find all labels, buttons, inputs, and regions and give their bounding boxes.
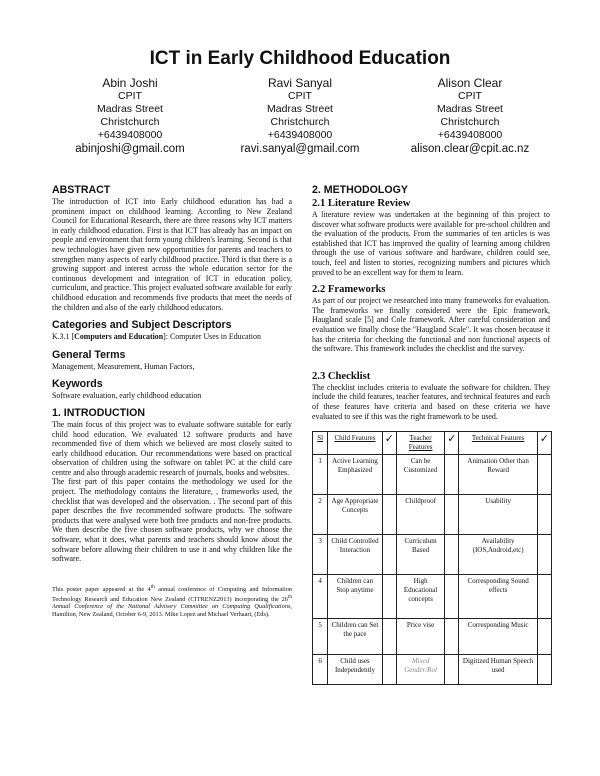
author-street: Madras Street	[437, 103, 503, 115]
author-name: Ravi Sanyal	[267, 76, 333, 90]
author-phone: +6439408000	[437, 129, 503, 141]
table-cell: Children can Stop anytime	[328, 575, 382, 619]
author-block-3	[385, 76, 555, 156]
checklist-text: The checklist includes criteria to evaluate the software for children. They include the child features, teacher features, and technical features and each of these features have criteria and based on these criteria we have evaluated to see if this was the right framework to be used.	[312, 382, 550, 421]
table-cell: Child Controlled Interaction	[328, 535, 382, 575]
table-cell: Corresponding Sound effects	[459, 575, 537, 619]
abstract-heading: ABSTRACT	[52, 184, 111, 196]
checklist-table	[312, 431, 552, 685]
table-cell: 5	[313, 619, 328, 655]
table-cell: Active Learning Emphasized	[328, 455, 382, 495]
table-cell: Usability	[459, 495, 537, 535]
table-cell: Animation Other than Reward	[459, 455, 537, 495]
author-block-1	[45, 76, 215, 156]
table-cell	[445, 655, 459, 685]
table-cell	[382, 575, 396, 619]
methodology-heading: 2. METHODOLOGY	[312, 184, 408, 196]
table-cell	[537, 455, 551, 495]
author-email[interactable]: abinjoshi@gmail.com	[75, 143, 185, 155]
checkmark-icon: ✓	[382, 432, 396, 455]
footnote-part: , Hamilton, New Zealand, October 6-9, 2013. Mike Lopez and Michael Verhaart, (Eds).	[52, 603, 292, 618]
table-cell: 3	[313, 535, 328, 575]
author-street: Madras Street	[267, 103, 333, 115]
table-cell	[382, 619, 396, 655]
author-name: Alison Clear	[437, 76, 503, 90]
author-org: CPIT	[118, 90, 142, 102]
left-column	[52, 184, 292, 618]
table-cell: High Educational concepts	[396, 575, 444, 619]
table-cell	[445, 455, 459, 495]
author-city: Christchurch	[270, 116, 330, 128]
abstract-text: The introduction of ICT into Early childhood education has had a prominent impact on childhood learning. According to New Zealand Council for Educational Research, there are three reasons why ICT matters in early childhood education. First is that ICT has already has an impact on people and environment that form young children's learning. Second is that new technologies have given new opportunities for parents and teachers to strengthen many aspects of early childhood practice. Third is that there is a growing support and interest across the whole education sector for the continuous development and integration of ICT in education policy, curriculum, and practice. This project evaluated software available for early childhood education and recommends five products that meet the needs of the children and also of the early childhood educators.	[52, 197, 292, 312]
introduction-text: The main focus of this project was to evaluate software suitable for early child hood education. We evaluated 12 software products and have recommended five of them which we believed are most closely suited to early childhood education. Our recommendations were based on practical observation of children using the software on tablet PC at the child care centre and also through academic research of journals, books and websites.	[52, 419, 292, 477]
author-phone: +6439408000	[267, 129, 333, 141]
introduction-heading: 1. INTRODUCTION	[52, 406, 145, 419]
table-cell: 6	[313, 655, 328, 685]
table-cell: Childproof	[396, 495, 444, 535]
general-terms-heading: General Terms	[52, 348, 126, 361]
general-terms-text: Management, Measurement, Human Factors,	[52, 361, 195, 371]
categories-heading: Categories and Subject Descriptors	[52, 319, 232, 332]
table-header: Sl	[313, 432, 328, 455]
checklist-heading: 2.3 Checklist	[312, 370, 371, 382]
frameworks-heading: 2.2 Frameworks	[312, 284, 386, 296]
table-cell: 4	[313, 575, 328, 619]
table-cell: Digitized Human Speech used	[459, 655, 537, 685]
categories-rest: ]: Computer Uses in Education	[163, 332, 261, 342]
table-row	[313, 455, 552, 495]
table-header-row	[313, 432, 552, 455]
table-cell: Availability (IOS,Android,etc)	[459, 535, 537, 575]
table-cell	[382, 655, 396, 685]
table-cell: Children can Set the pace	[328, 619, 382, 655]
table-cell	[445, 535, 459, 575]
table-cell	[537, 655, 551, 685]
literature-review-text: A literature review was undertaken at the beginning of this project to discover what software products were available for pre-school children and the evaluation of the products. From the summaries of ten articles is was established that ICT has improved the quality of learning among children through the use of various software and hardware, children could see, touch, feel and listen to stories, recognizing numbers and pictures which proved to be an excellent way for them to learn.	[312, 210, 550, 277]
table-header: Child Features	[328, 432, 382, 455]
table-cell	[445, 619, 459, 655]
author-street: Madras Street	[97, 103, 163, 115]
table-row	[313, 495, 552, 535]
author-email[interactable]: ravi.sanyal@gmail.com	[240, 143, 360, 155]
categories-text	[52, 332, 292, 342]
table-row	[313, 535, 552, 575]
author-org: CPIT	[458, 90, 482, 102]
author-email[interactable]: alison.clear@cpit.ac.nz	[410, 143, 530, 155]
table-cell: Child uses Independently	[328, 655, 382, 685]
footnote-sup: th	[287, 593, 292, 600]
table-cell	[537, 495, 551, 535]
categories-code: K.3.1 [	[52, 332, 75, 342]
right-column	[312, 184, 550, 685]
table-cell: Can be Customized	[396, 455, 444, 495]
categories-bold: Computers and Education	[74, 332, 164, 342]
table-row	[313, 619, 552, 655]
literature-review-heading: 2.1 Literature Review	[312, 198, 411, 209]
table-cell: Corresponding Music	[459, 619, 537, 655]
checkmark-icon: ✓	[445, 432, 459, 455]
footnote	[52, 584, 292, 619]
introduction-text-2: The first part of this paper contains the methodology we used for the project. The methodology contains the literature, , frameworks used, the checklist that was developed and the observation. . The second part of this paper describes the five recommended software products. The software products that were analysed were both free products and non-free products. We then describe the five chosen software products, why we choose the software, what it does, what parents and teachers should know about the software before allowing their children to use it and why children like the software.	[52, 477, 292, 564]
table-cell	[382, 455, 396, 495]
table-cell	[537, 575, 551, 619]
author-city: Christchurch	[100, 116, 160, 128]
author-name: Abin Joshi	[102, 76, 158, 90]
table-cell	[445, 575, 459, 619]
checkmark-icon: ✓	[537, 432, 551, 455]
frameworks-text: As part of our project we researched into many frameworks for evaluation. The frameworks we finally considered were the Epic framework, Haugland scale [5] and Cole framework. After careful consideration and evaluation we finally chose the "Haugland Scale". It was chosen because it has the criteria for checking the functional and non functional aspects of the software. This framework includes the checklist and the survey.	[312, 296, 550, 354]
footnote-part: This poster paper appeared at the 4	[52, 585, 151, 593]
author-block-2	[215, 76, 385, 156]
author-org: CPIT	[288, 90, 312, 102]
keywords-heading: Keywords	[52, 378, 103, 391]
table-cell: 2	[313, 495, 328, 535]
table-row	[313, 655, 552, 685]
table-cell: Price vise	[396, 619, 444, 655]
footnote-italic: Annual Conference of the National Advisory Committee on Computing Qualifications	[52, 603, 291, 611]
table-cell	[382, 535, 396, 575]
table-cell	[445, 495, 459, 535]
table-cell: Mixed Gender/Rol	[396, 655, 444, 685]
footnote-part: annual conference of Computing and Information Technology Research and Education New Zealand (CITRENZ2013) incorporating the 26	[52, 585, 292, 603]
table-cell	[537, 535, 551, 575]
table-header: Teacher Features	[396, 432, 444, 455]
table-header: Technical Features	[459, 432, 537, 455]
table-cell: 1	[313, 455, 328, 495]
author-city: Christchurch	[440, 116, 500, 128]
paper-title: ICT in Early Childhood Education	[149, 48, 451, 69]
author-phone: +6439408000	[97, 129, 163, 141]
table-row	[313, 575, 552, 619]
table-cell	[537, 619, 551, 655]
footnote-sup: th	[150, 583, 155, 590]
table-cell: Curriculum Based	[396, 535, 444, 575]
table-cell: Age Appropriate Concepts	[328, 495, 382, 535]
keywords-text: Software evaluation, early childhood education	[52, 391, 202, 401]
table-cell	[382, 495, 396, 535]
